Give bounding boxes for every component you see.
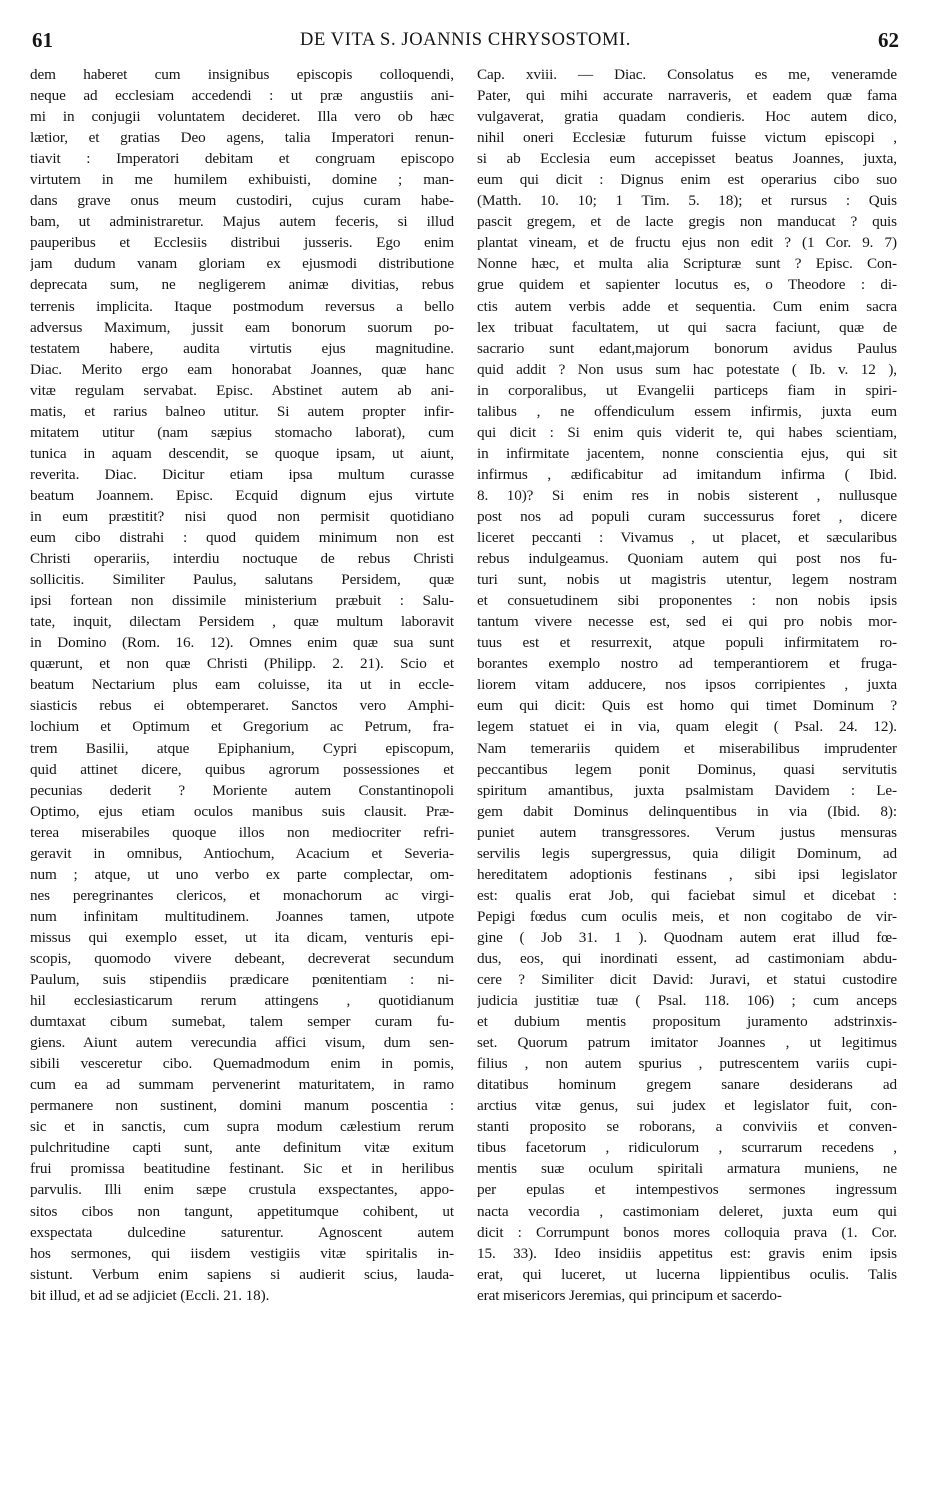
page-number-right: 62 <box>878 28 899 52</box>
text-line: set. Quorum patrum imitator Joannes , ut legitimus <box>477 1034 897 1052</box>
text-line: ctis autem verbis adde et sequentia. Cum enim sacra <box>477 297 897 315</box>
text-line: borantes exemplo nostro ad temperantiorem et fruga- <box>477 655 897 673</box>
text-line: erat misericors Jeremias, qui principum et sacerdo- <box>477 1286 782 1304</box>
text-line: matis, et rarius balneo utitur. Si autem propter infir- <box>30 402 454 420</box>
text-line: per epulas et intempestivos sermones ingressum <box>477 1181 897 1199</box>
text-line: terrenis implicita. Itaque postmodum reversus a bello <box>30 297 454 315</box>
text-line: qui dicit : Si enim quis viderit te, qui habes scientiam, <box>477 423 897 441</box>
text-line: Pater, qui mihi accurate narraveris, et eadem quæ fama <box>477 87 897 105</box>
text-line: stanti proposito se roborans, a conviviis et conven- <box>477 1118 897 1136</box>
text-line: puniet autem transgressores. Verum justus mensuras <box>477 823 897 841</box>
text-line: pecunias dederit ? Moriente autem Constantinopoli <box>30 781 454 799</box>
text-line: giens. Aiunt autem verecundia affici visum, dum sen- <box>30 1034 454 1052</box>
text-line: et dubium mentis propositum juramento adstrinxis- <box>477 1013 897 1031</box>
text-line: in corporalibus, ut Evangelii particeps fiam in spiri- <box>477 381 897 399</box>
text-line: 15. 33). Ideo insidiis appetitus est: gravis enim ipsis <box>477 1244 897 1262</box>
running-header <box>30 14 901 54</box>
text-line: dem haberet cum insignibus episcopis colloquendi, <box>30 66 454 83</box>
text-line: Cap. xviii. — Diac. Consolatus es me, veneramde <box>477 66 897 83</box>
text-line: liceret peccanti : Vivamus , ut placet, et sæcularibus <box>477 529 897 547</box>
text-line: servilis legis supergressus, quia diligit Dominum, ad <box>477 844 897 862</box>
text-line: eum qui dicit: Quis est homo qui timet Dominum ? <box>477 697 897 715</box>
text-line: judicia justitiæ tuæ ( Psal. 118. 106) ; cum anceps <box>477 992 897 1010</box>
text-line: hos sermones, qui iisdem vestigiis vitæ spiritalis in- <box>30 1244 454 1262</box>
text-line: num ; atque, ut uno verbo ex parte complectar, om- <box>30 865 454 883</box>
text-line: bam, ut administraretur. Majus autem feceris, si illud <box>30 213 454 231</box>
text-line: Nonne hæc, et multa alia Scripturæ sunt ? Episc. Con- <box>477 255 897 273</box>
text-line: quærunt, et non quæ Christi (Philipp. 2. 21). Scio et <box>30 655 454 673</box>
text-line: post nos ad populi curam successurus foret , dicere <box>477 507 897 525</box>
text-line: testatem habere, audita virtutis ejus magnitudine. <box>30 339 454 357</box>
text-line: Pepigi fœdus cum oculis meis, et non cogitabo de vir- <box>477 907 897 925</box>
text-line: si ab Ecclesia eum accepisset beatus Joannes, juxta, <box>477 150 897 168</box>
text-line: filius , non autem spurius , putrescentem variis cupi- <box>477 1055 897 1073</box>
right-text-column <box>477 64 897 1306</box>
text-line: quid addit ? Non usus sum hac potestate ( Ib. v. 12 ), <box>477 360 897 378</box>
text-line: lochium et Optimum et Gregorium ac Petrum, fra- <box>30 718 454 736</box>
text-line: dumtaxat cibum sumebat, talem semper curam fu- <box>30 1013 454 1031</box>
text-line: pulchritudine capti sunt, ante definitum vitæ exitum <box>30 1139 454 1157</box>
text-line: et consuetudinem sibi proponentes : non nobis ipsis <box>477 592 897 610</box>
text-line: erat, qui luceret, ut lucerna lippientibus oculis. Talis <box>477 1265 897 1283</box>
text-line: tuus est et resurrexit, atque populi infirmitatem ro- <box>477 634 897 652</box>
text-line: Diac. Merito ergo eam honorabat Joannes, quæ hanc <box>30 360 454 378</box>
text-line: in eum præstitit? nisi quod non permisit quotidiano <box>30 507 454 525</box>
text-line: beatum Joannem. Episc. Ecquid dignum ejus virtute <box>30 486 454 504</box>
text-line: sitos cibos non tangunt, appetitumque cohibent, ut <box>30 1202 454 1220</box>
running-title: DE VITA S. JOANNIS CHRYSOSTOMI. <box>300 30 631 50</box>
text-line: Optimo, ejus etiam oculos manibus suis clausit. Præ- <box>30 802 454 820</box>
page-number-left: 61 <box>32 28 53 52</box>
text-line: (Matth. 10. 10; 1 Tim. 5. 18); et rursus : Quis <box>477 192 897 210</box>
text-line: tibus facetorum , ridiculorum , scurrarum recedens , <box>477 1139 897 1157</box>
text-line: siasticis rebus ei obtemperaret. Sanctos vero Amphi- <box>30 697 454 715</box>
text-line: tunica in aquam descendit, se quoque ipsam, ut aiunt, <box>30 444 454 462</box>
text-line: vulgaverat, gratia quadam condieris. Hoc autem dico, <box>477 108 897 126</box>
text-line: gine ( Job 31. 1 ). Quodnam autem erat illud fœ- <box>477 928 897 946</box>
text-line: turi sunt, nobis ut magistris utentur, legem nostram <box>477 571 897 589</box>
text-line: sic et in sanctis, cum supra modum cælestium rerum <box>30 1118 454 1136</box>
text-line: peccantibus legem ponit Dominus, quasi servitutis <box>477 760 897 778</box>
text-line: permanere non sustinent, domini manum poscentia : <box>30 1097 454 1115</box>
text-line: lætior, et gratias Deo agens, talia Imperatori renun- <box>30 129 454 147</box>
text-line: tate, inquit, dilectam Persidem , quæ multum laboravit <box>30 613 454 631</box>
text-line: trem Basilii, atque Epiphanium, Cypri episcopum, <box>30 739 454 757</box>
text-line: ditatibus hominum gregem sanare desiderans ad <box>477 1076 897 1094</box>
text-line: tiavit : Imperatori debitam et congruam episcopo <box>30 150 454 168</box>
text-line: sibili vesceretur cibo. Quemadmodum enim in pomis, <box>30 1055 454 1073</box>
text-line: est: qualis erat Job, qui faciebat simul et dicebat : <box>477 886 897 904</box>
text-line: Paulum, suis stipendiis prædicare pœnitentiam : ni- <box>30 971 454 989</box>
text-line: grue quidem et sapienter locutus es, o Theodore : di- <box>477 276 897 294</box>
text-line: legem statuet ei in via, quam elegit ( Psal. 24. 12). <box>477 718 897 736</box>
text-line: virtutem in me humilem exhibuisti, domine ; man- <box>30 171 454 189</box>
text-line: mentis suæ oculum spiritali armatura muniens, ne <box>477 1160 897 1178</box>
text-line: frui promissa beatitudine festinant. Sic et in herilibus <box>30 1160 454 1178</box>
text-line: adversus Maximum, jussit eam bonorum suorum po- <box>30 318 454 336</box>
text-line: reverita. Diac. Dicitur etiam ipsa multum curasse <box>30 465 454 483</box>
text-line: eum cibo distrahi : quod quidem minimum non est <box>30 529 454 547</box>
text-line: geravit in omnibus, Antiochum, Acacium et Severia- <box>30 844 454 862</box>
text-line: infirmus , ædificabitur ad imitandum infirma ( Ibid. <box>477 465 897 483</box>
text-line: sistunt. Verbum enim sapiens si audierit scius, lauda- <box>30 1265 454 1283</box>
text-line: rebus indulgeamus. Quoniam autem qui post nos fu- <box>477 550 897 568</box>
text-line: scopis, quomodo vivere debeant, decreverat secundum <box>30 949 454 967</box>
text-line: parvulis. Illi enim sæpe crustula exspectantes, appo- <box>30 1181 454 1199</box>
text-line: liorem vitam adducere, nos ipsos corripientes , juxta <box>477 676 897 694</box>
text-line: dicit : Corrumpunt bonos mores colloquia prava (1. Cor. <box>477 1223 897 1241</box>
text-line: cere ? Similiter dicit David: Juravi, et statui custodire <box>477 971 897 989</box>
text-line: spiritum amantibus, juxta psalmistam Davidem : Le- <box>477 781 897 799</box>
text-line: plantat vineam, et de fructu ejus non edit ? (1 Cor. 9. 7) <box>477 234 897 252</box>
left-text-column <box>30 64 454 1306</box>
text-line: mitatem utitur (nam sæpius stomacho laborat), cum <box>30 423 454 441</box>
text-line: neque ad ecclesiam accedendi : ut præ angustiis ani- <box>30 87 454 105</box>
text-line: pauperibus et Ecclesiis distribui jusseris. Ego enim <box>30 234 454 252</box>
text-line: in Domino (Rom. 16. 12). Omnes enim quæ sua sunt <box>30 634 454 652</box>
text-line: beatum Nectarium plus eam coluisse, ita ut in eccle- <box>30 676 454 694</box>
text-line: ipsi fortean non dissimile ministerium præbuit : Salu- <box>30 592 454 610</box>
text-line: num infinitam multitudinem. Joannes tamen, utpote <box>30 907 454 925</box>
text-line: vitæ regulam servabat. Episc. Abstinet autem ab ani- <box>30 381 454 399</box>
text-line: cum ea ad summam pervenerint maturitatem, in ramo <box>30 1076 454 1094</box>
text-line: sollicitis. Similiter Paulus, salutans Persidem, quæ <box>30 571 454 589</box>
text-line: dus, eos, qui inordinati essent, ad castimoniam abdu- <box>477 949 897 967</box>
text-line: nacta vecordia , castimoniam deleret, juxta eum qui <box>477 1202 897 1220</box>
text-line: nihil oneri Ecclesiæ futurum fuisse victum episcopi , <box>477 129 897 147</box>
text-line: eum qui dicit : Dignus enim est operarius cibo suo <box>477 171 897 189</box>
text-line: sacrario sunt edant,majorum bonorum avidus Paulus <box>477 339 897 357</box>
text-line: gem dabit Dominus delinquentibus in via (Ibid. 8): <box>477 802 897 820</box>
text-line: hereditatem adoptionis festinans , sibi ipsi legislator <box>477 865 897 883</box>
text-line: lex tribuat facultatem, ut qui sacra faciunt, quæ de <box>477 318 897 336</box>
text-line: 8. 10)? Si enim res in nobis sisterent , nullusque <box>477 486 897 504</box>
text-line: nes peregrinantes clericos, et monachorum ac virgi- <box>30 886 454 904</box>
text-line: tantum vivere necesse est, sed ei qui pro nobis mor- <box>477 613 897 631</box>
text-line: Christi operariis, interdiu noctuque de rebus Christi <box>30 550 454 568</box>
text-line: terea miserabiles quoque illos non mediocriter refri- <box>30 823 454 841</box>
text-line: jam dudum vanam gloriam ex ejusmodi distributione <box>30 255 454 273</box>
text-line: missus qui exemplo esset, ut ita dicam, venturis epi- <box>30 928 454 946</box>
text-line: deprecata sum, ne negligerem animæ divitias, rebus <box>30 276 454 294</box>
text-line: pascit gregem, et de lacte gregis non manducat ? quis <box>477 213 897 231</box>
text-line: dans grave onus meum custodiri, cujus curam habe- <box>30 192 454 210</box>
text-line: talibus , ne offendiculum essem infirmis, juxta eum <box>477 402 897 420</box>
text-line: in infirmitate jacentem, nonne conscientia ejus, qui sit <box>477 444 897 462</box>
text-line: bit illud, et ad se adjiciet (Eccli. 21. 18). <box>30 1286 270 1304</box>
text-line: exspectata dulcedine saturentur. Agnoscent autem <box>30 1223 454 1241</box>
text-line: hil ecclesiasticarum rerum attingens , quotidianum <box>30 992 454 1010</box>
text-line: Nam temerariis quidem et miserabilibus imprudenter <box>477 739 897 757</box>
text-line: quid attinet dicere, quibus agrorum possessiones et <box>30 760 454 778</box>
text-line: arctius vitæ genus, sui judex et legislator fuit, con- <box>477 1097 897 1115</box>
text-line: mi in conjugii voluntatem decideret. Illa vero ob hæc <box>30 108 454 126</box>
